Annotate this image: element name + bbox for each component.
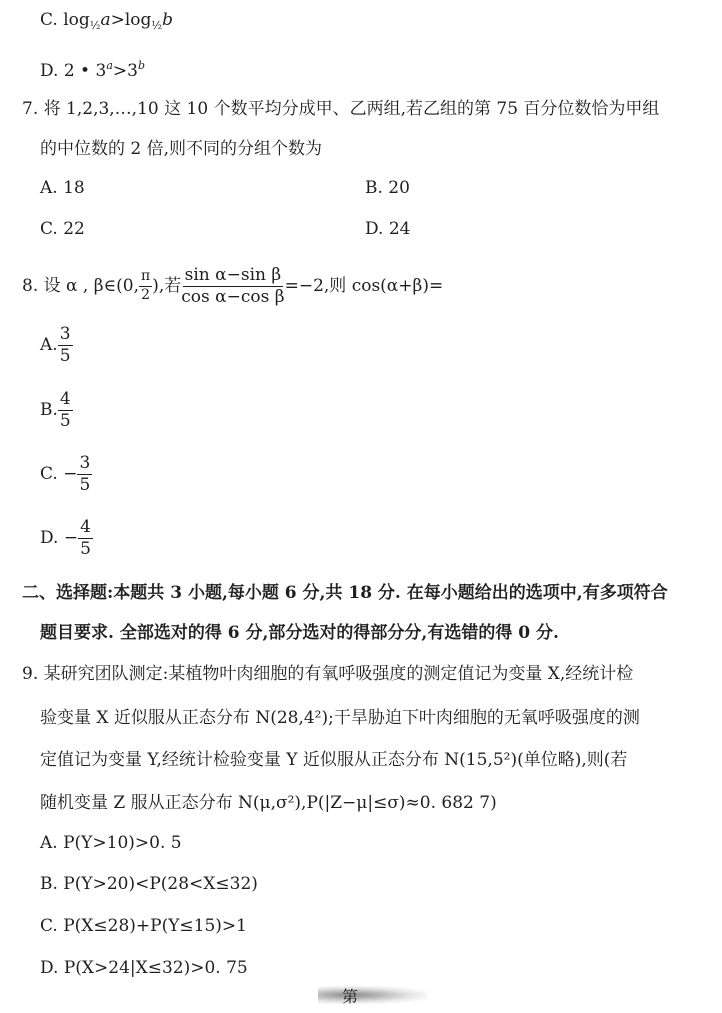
q7-option-b: B. 20 [365,178,410,198]
q8-b-den: 5 [59,410,71,431]
q7-option-c: C. 22 [40,219,85,239]
q8-a-den: 5 [59,345,71,366]
q8-interval-open: (0, [116,275,139,296]
q8-option-b [40,389,73,431]
q8-d-frac [78,518,93,558]
q9-line-3: 定值记为变量 Y,经统计检验变量 Y 近似服从正态分布 N(15,5²)(单位略),则(若 [40,750,628,770]
q8-prefix: 8. 设 α , β∈ [22,275,117,296]
q6-c-log2: log [124,10,152,30]
q6-c-log1: log [63,10,90,30]
q8-d-den: 5 [80,538,91,559]
q6-d-label: D. 2 • 3 [40,61,107,81]
q8-b-frac [58,390,73,430]
q8-d-num: 4 [80,516,91,537]
q8-option-c [40,453,92,495]
page-number-smudge [318,986,428,1004]
q8-option-d [40,517,93,559]
section2-heading-line-2: 题目要求. 全部选对的得 6 分,部分选对的得部分分,有选错的得 0 分. [40,623,559,643]
q8-d-label: D. − [40,527,79,548]
q8-pi-over-2 [139,269,152,303]
q8-c-num: 3 [79,452,91,473]
q8-option-a [40,324,73,366]
q6-c-b: b [162,10,173,30]
q9-option-c: C. P(X≤28)+P(Y≤15)>1 [40,916,247,936]
q8-c-label: C. − [40,463,78,484]
q6-option-d [40,60,145,80]
q9-line-1: 9. 某研究团队测定:某植物叶肉细胞的有氧呼吸强度的测定值记为变量 X,经统计检 [22,664,634,684]
q6-d-gt3: >3 [112,61,138,81]
q8-c-den: 5 [79,474,91,495]
q8-a-num: 3 [59,323,71,344]
q9-line-4: 随机变量 Z 服从正态分布 N(μ,σ²),P(|Z−μ|≤σ)≈0. 682 7) [40,793,497,813]
q8-c-frac [77,454,92,494]
q7-line-1: 7. 将 1,2,3,…,10 这 10 个数平均分成甲、乙两组,若乙组的第 75 百分位数恰为甲组 [22,99,660,119]
q6-c-gt: > [110,10,125,30]
q8-stem [22,264,443,308]
q6-d-exp-b: b [137,59,145,72]
q9-option-a: A. P(Y>10)>0. 5 [40,833,182,853]
q6-c-base1: ½ [89,19,101,32]
q6-c-a: a [100,10,111,30]
q7-line-2: 的中位数的 2 倍,则不同的分组个数为 [40,139,323,159]
q6-d-exp-a: a [106,59,113,72]
q7-option-d: D. 24 [365,219,411,239]
q7-option-a: A. 18 [40,178,85,198]
q8-b-num: 4 [59,388,71,409]
q8-a-frac [58,325,73,365]
q6-c-label: C. [40,10,64,30]
q9-option-d: D. P(X>24|X≤32)>0. 75 [40,958,248,978]
q8-suffix: =−2,则 cos(α+β)= [284,275,444,296]
q9-line-2: 验变量 X 近似服从正态分布 N(28,4²);干旱胁迫下叶肉细胞的无氧呼吸强度的测 [40,708,640,728]
q8-ratio-num: sin α−sin β [184,264,282,285]
q6-option-c [40,12,173,31]
q8-pi: π [139,269,152,286]
section2-heading-line-1: 二、选择题:本题共 3 小题,每小题 6 分,共 18 分. 在每小题给出的选项中,有多项符合 [22,583,668,603]
q8-a-label: A. [40,334,58,355]
q8-interval-close: ),若 [152,275,182,296]
q8-two: 2 [141,286,151,303]
q6-c-base2: ½ [151,19,163,32]
page-mark: 第 [342,987,359,1006]
q9-option-b: B. P(Y>20)<P(28<X≤32) [40,874,258,894]
q8-b-label: B. [40,399,58,420]
q8-ratio-den: cos α−cos β [181,286,285,307]
q8-ratio [181,266,284,306]
